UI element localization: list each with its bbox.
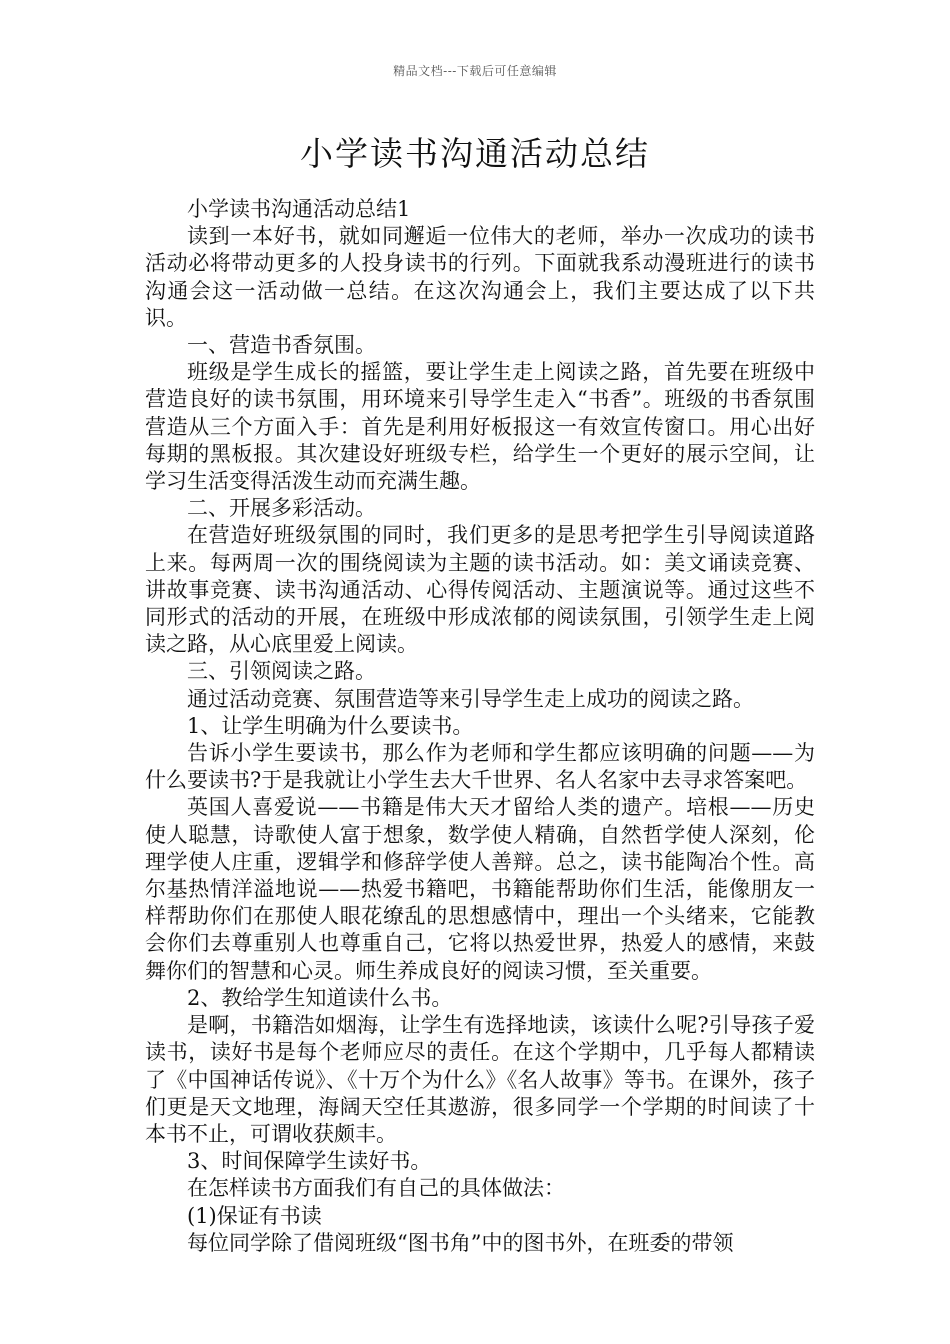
subsection-heading: 3、时间保障学生读好书。 (187, 1149, 432, 1174)
section-heading: 二、开展多彩活动。 (187, 496, 376, 521)
subsection-heading: 1、让学生明确为什么要读书。 (187, 713, 474, 738)
document-title: 小学读书沟通活动总结 (300, 134, 650, 173)
paragraph: 告诉小学生要读书，那么作为老师和学生都应该明确的问题——为什么要读书?于是我就让小学生去大千世界、名人名家中去寻求答案吧。 (145, 741, 815, 793)
paragraph: 每位同学除了借阅班级“图书角”中的图书外，在班委的带领 (187, 1230, 734, 1255)
paragraph: 在营造好班级氛围的同时，我们更多的是思考把学生引导阅读道路上来。每两周一次的围绕阅读为主题的读书活动。如：美文诵读竞赛、讲故事竞赛、读书沟通活动、心得传阅活动、主题演说等。通过这些不同形式的活动的开展，在班级中形成浓郁的阅读氛围，引领学生走上阅读之路，从心底里爱上阅读。 (145, 523, 815, 657)
paragraph: 读到一本好书，就如同邂逅一位伟大的老师，举办一次成功的读书活动必将带动更多的人投身读书的行列。下面就我系动漫班进行的读书沟通会这一活动做一总结。在这次沟通会上，我们主要达成了以下共识。 (145, 224, 815, 330)
paragraph: 是啊，书籍浩如烟海，让学生有选择地读，该读什么呢?引导孩子爱读书，读好书是每个老师应尽的责任。在这个学期中，几乎每人都精读了《中国神话传说》、《十万个为什么》《名人故事》等书。在课外，孩子们更是天文地理，海阔天空任其遨游，很多同学一个学期的时间读了十本书不止，可谓收获颇丰。 (145, 1013, 815, 1146)
subsection-heading: 2、教给学生知道读什么书。 (187, 985, 453, 1010)
paragraph: 在怎样读书方面我们有自己的具体做法： (187, 1176, 565, 1201)
paragraph-subtitle: 小学读书沟通活动总结1 (187, 197, 411, 221)
paragraph: 英国人喜爱说——书籍是伟大天才留给人类的遗产。培根——历史使人聪慧，诗歌使人富于想象，数学使人精确，自然哲学使人深刻，伦理学使人庄重，逻辑学和修辞学使人善辩。总之，读书能陶冶个性。高尔基热情洋溢地说——热爱书籍吧，书籍能帮助你们生活，能像朋友一样帮助你们在那使人眼花缭乱的思想感情中，理出一个头绪来，它能教会你们去尊重别人也尊重自己，它将以热爱世界，热爱人的感情，来鼓舞你们的智慧和心灵。师生养成良好的阅读习惯，至关重要。 (145, 795, 815, 983)
paragraph: 通过活动竞赛、氛围营造等来引导学生走上成功的阅读之路。 (187, 686, 754, 711)
document-body (145, 196, 815, 1257)
paragraph: 班级是学生成长的摇篮，要让学生走上阅读之路，首先要在班级中营造良好的读书氛围，用环境来引导学生走入“书香”。班级的书香氛围营造从三个方面入手：首先是利用好板报这一有效宣传窗口。用心出好每期的黑板报。其次建设好班级专栏，给学生一个更好的展示空间，让学习生活变得活泼生动而充满生趣。 (145, 360, 815, 494)
list-item-heading: (1)保证有书读 (187, 1203, 322, 1228)
page-header: 精品文档---下载后可任意编辑 (393, 64, 557, 78)
section-heading: 三、引领阅读之路。 (187, 659, 376, 684)
section-heading: 一、营造书香氛围。 (187, 333, 376, 358)
